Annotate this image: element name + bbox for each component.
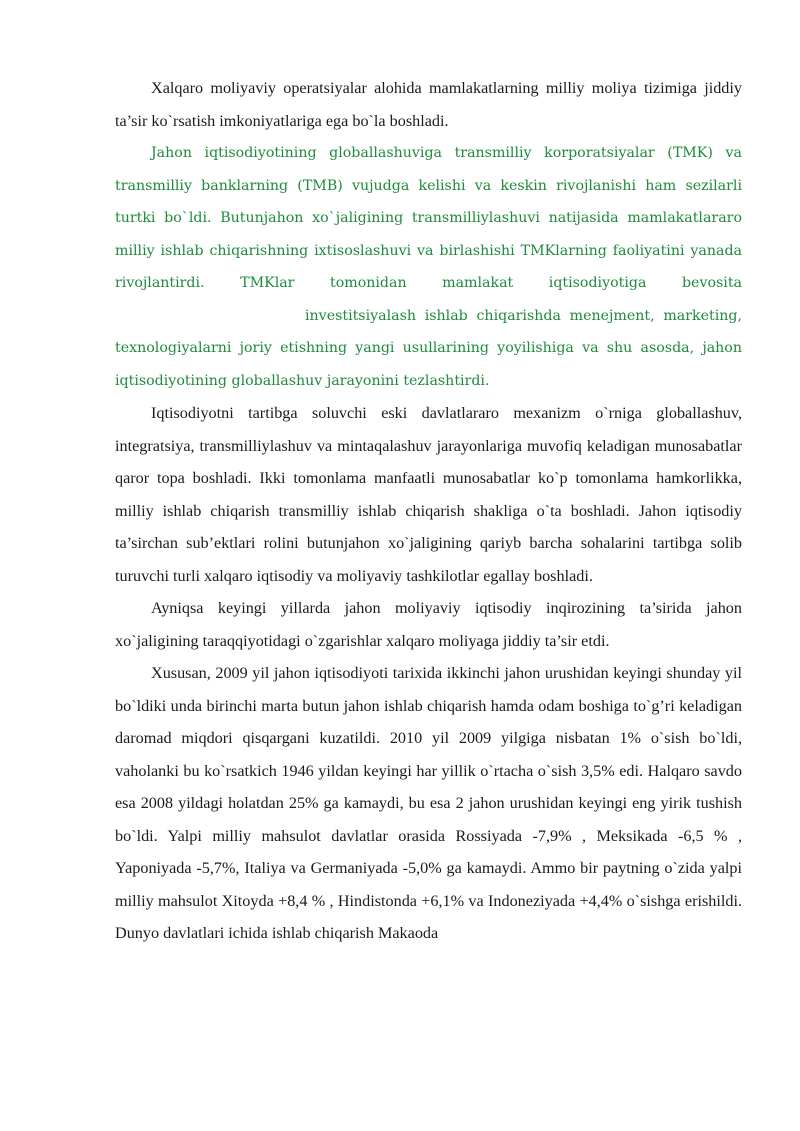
paragraph-4: Ayniqsa keyingi yillarda jahon moliyaviy iqtisodiy inqirozining ta’sirida jahon xo`jaligining taraqqiyotidagi o`zgarishlar xalqaro moliyaga jiddiy ta’sir etdi. <box>115 599 742 650</box>
paragraph-1: Xalqaro moliyaviy operatsiyalar alohida mamlakatlarning milliy moliya tizimiga jiddiy ta’sir ko`rsatish imkoniyatlariga ega bo`la boshladi. <box>115 79 742 130</box>
document-page <box>115 72 742 950</box>
paragraph-2-part-a: Jahon iqtisodiyotining globallashuviga transmilliy korporatsiyalar (TMK) va transmilliy banklarning (TMB) vujudga kelishi va keskin rivojlanishi ham sezilarli turtki bo`ldi. Butunjahon xo`jaligining transmilliylashuvi natijasida mamlakatlararo milliy ishlab chiqarishning ixtisoslashuvi va birlashishi TMKlarning faoliyatini yanada rivojlantirdi. TMKlar tomonidan mamlakat iqtisodiyotiga bevosita <box>115 145 742 291</box>
paragraph-5: Xususan, 2009 yil jahon iqtisodiyoti tarixida ikkinchi jahon urushidan keyingi shunday yil bo`ldiki unda birinchi marta butun jahon ishlab chiqarish hamda odam boshiga to`g’ri keladigan daromad miqdori qisqargani kuzatildi. 2010 yil 2009 yilgiga nisbatan 1% o`sish bo`ldi, vaholanki bu ko`rsatkich 1946 yildan keyingi har yillik o`rtacha o`sish 3,5% edi. Halqaro savdo esa 2008 yildagi holatdan 25% ga kamaydi, bu esa 2 jahon urushidan keyingi eng yirik tushish bo`ldi. Yalpi milliy mahsulot davlatlar orasida Rossiyada -7,9% , Meksikada -6,5 % , Yaponiyada -5,7%, Italiya va Germaniyada -5,0% ga kamaydi. Ammo bir paytning o`zida yalpi milliy mahsulot Xitoyda +8,4 % , Hindistonda +6,1% va Indoneziyada +4,4% o`sishga erishildi. Dunyo davlatlari ichida ishlab chiqarish Makaoda <box>115 664 742 942</box>
paragraph-2 <box>115 137 742 397</box>
paragraph-3: Iqtisodiyotni tartibga soluvchi eski davlatlararo mexanizm o`rniga globallashuv, integratsiya, transmilliylashuv va mintaqalashuv jarayonlariga muvofiq keladigan munosabatlar qaror topa boshladi. Ikki tomonlama manfaatli munosabatlar ko`p tomonlama hamkorlikka, milliy ishlab chiqarish transmilliy ishlab chiqarish shakliga o`ta boshladi. Jahon iqtisodiy ta’sirchan sub’ektlari rolini butunjahon xo`jaligining qariyb barcha sohalarini tartibga solib turuvchi turli xalqaro iqtisodiy va moliyaviy tashkilotlar egallay boshladi. <box>115 404 742 585</box>
paragraph-2-part-b: investitsiyalash ishlab chiqarishda menejment, marketing, texnologiyalarni joriy etishning yangi usullarining yoyilishiga va shu asosda, jahon iqtisodiyotining globallashuv jarayonini tezlashtirdi. <box>115 307 742 389</box>
